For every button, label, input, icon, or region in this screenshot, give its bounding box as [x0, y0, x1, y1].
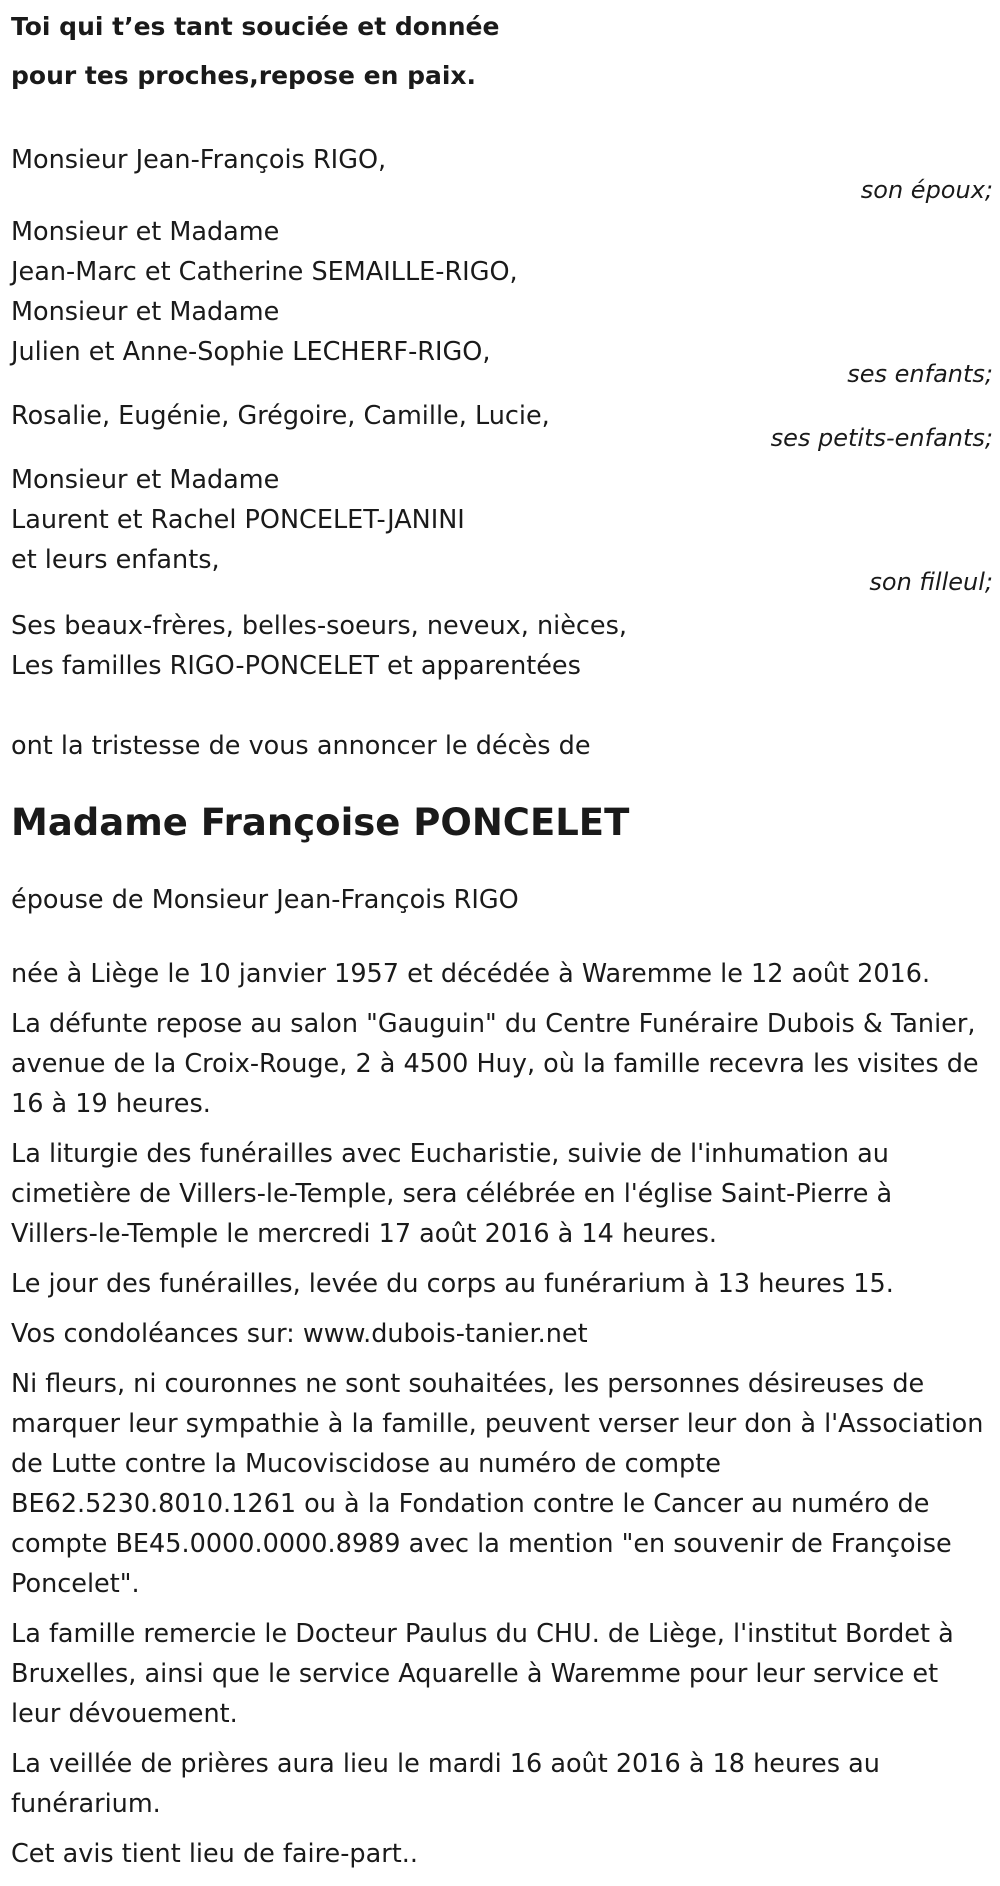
- spouse-block: [11, 140, 993, 206]
- family-line: Les familles RIGO-PONCELET et apparentées: [11, 651, 581, 681]
- grandchildren-role: ses petits-enfants;: [770, 424, 993, 452]
- motto-line: pour tes proches,repose en paix.: [11, 61, 477, 90]
- motto-line: Toi qui t’es tant souciée et donnée: [11, 12, 500, 41]
- family-line: Monsieur et Madame: [11, 465, 280, 495]
- spouse-of: épouse de Monsieur Jean-François RIGO: [11, 885, 519, 915]
- family-line: Jean-Marc et Catherine SEMAILLE-RIGO,: [11, 257, 518, 287]
- godson-role: son filleul;: [869, 568, 993, 596]
- paragraph: Vos condoléances sur: www.dubois-tanier.net: [11, 1319, 588, 1349]
- family-line: Julien et Anne-Sophie LECHERF-RIGO,: [11, 337, 491, 367]
- family-line: Ses beaux-frères, belles-soeurs, neveux, nièces,: [11, 611, 627, 641]
- spouse-name: Monsieur Jean-François RIGO,: [11, 145, 387, 175]
- family-line: Laurent et Rachel PONCELET-JANINI: [11, 505, 465, 535]
- family-line: Monsieur et Madame: [11, 297, 280, 327]
- motto: [11, 2, 993, 100]
- grandchildren-block: [11, 396, 993, 454]
- paragraph: née à Liège le 10 janvier 1957 et décédée à Waremme le 12 août 2016.: [11, 959, 931, 989]
- deceased-name: Madame Françoise PONCELET: [11, 801, 630, 844]
- godson-block: [11, 460, 993, 598]
- paragraph: La liturgie des funérailles avec Eucharistie, suivie de l'inhumation au cimetière de Villers-le-Temple, sera célébrée en l'église Saint-Pierre à Villers-le-Temple le mercredi 17 août 2016 à 14 heures.: [11, 1139, 893, 1249]
- family-line: Monsieur et Madame: [11, 217, 280, 247]
- children-role: ses enfants;: [847, 360, 993, 388]
- relatives-block: [11, 606, 993, 686]
- details: [11, 954, 993, 1874]
- children-block: [11, 212, 993, 390]
- obituary-notice: [11, 0, 993, 1874]
- paragraph: Cet avis tient lieu de faire-part..: [11, 1839, 418, 1869]
- family-line: et leurs enfants,: [11, 545, 220, 575]
- paragraph: Ni fleurs, ni couronnes ne sont souhaitées, les personnes désireuses de marquer leur sympathie à la famille, peuvent verser leur don à l'Association de Lutte contre la Mucoviscidose au numéro de compte BE62.5230.8010.1261 ou à la Fondation contre le Cancer au numéro de compte BE45.0000.0000.8989 avec la mention "en souvenir de Françoise Poncelet".: [11, 1369, 984, 1599]
- paragraph: La veillée de prières aura lieu le mardi 16 août 2016 à 18 heures au funérarium.: [11, 1749, 880, 1819]
- paragraph: La famille remercie le Docteur Paulus du CHU. de Liège, l'institut Bordet à Bruxelles, ainsi que le service Aquarelle à Waremme pour leur service et leur dévouement.: [11, 1619, 954, 1729]
- grandchildren-names: Rosalie, Eugénie, Grégoire, Camille, Lucie,: [11, 401, 550, 431]
- announcement: ont la tristesse de vous annoncer le décès de: [11, 731, 591, 761]
- paragraph: La défunte repose au salon "Gauguin" du Centre Funéraire Dubois & Tanier, avenue de la Croix-Rouge, 2 à 4500 Huy, où la famille recevra les visites de 16 à 19 heures.: [11, 1009, 979, 1119]
- spouse-role: son époux;: [860, 176, 993, 204]
- paragraph: Le jour des funérailles, levée du corps au funérarium à 13 heures 15.: [11, 1269, 894, 1299]
